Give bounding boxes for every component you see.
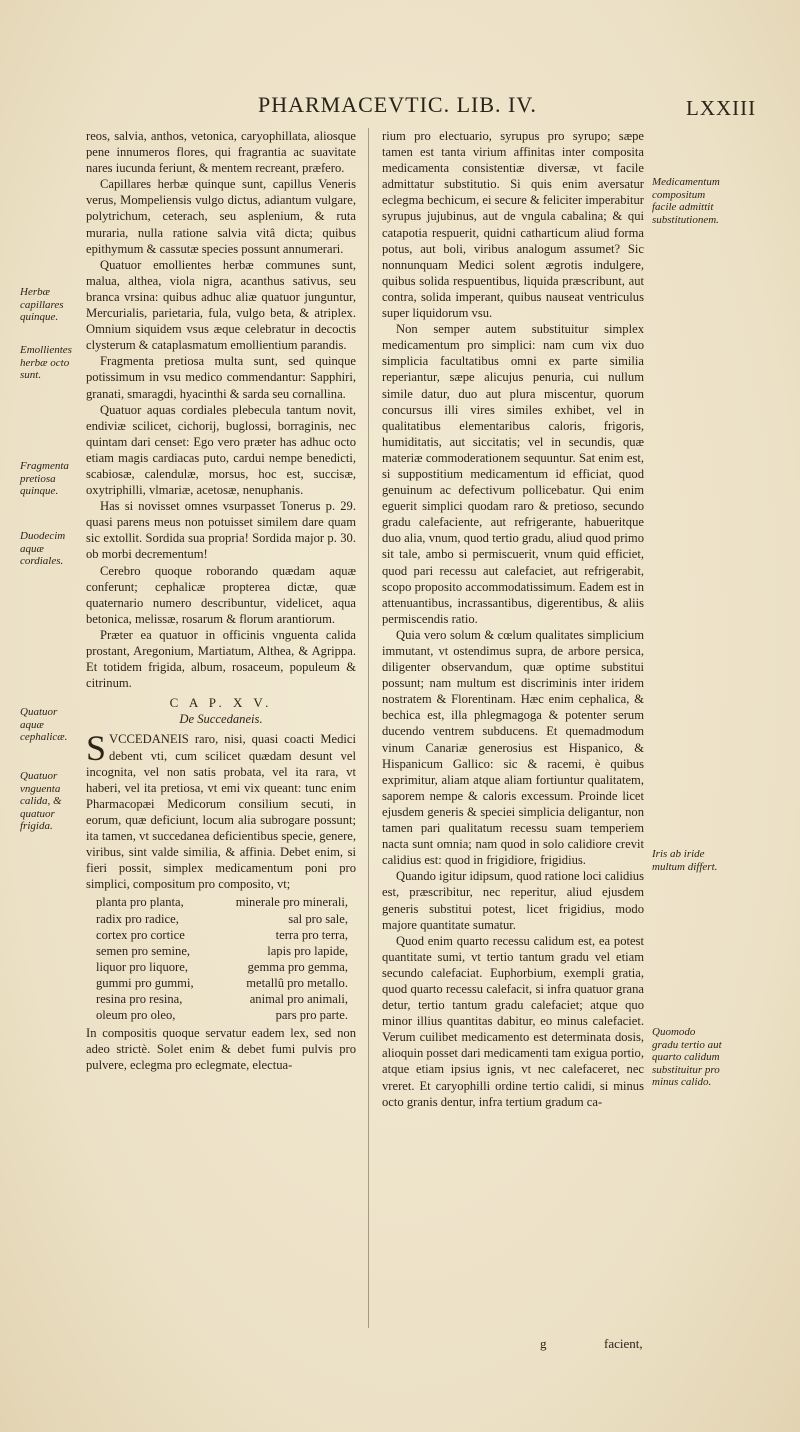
pair-row [96,959,356,975]
pair-right: pars pro parte. [275,1008,348,1023]
pair-row [96,927,356,943]
chapter-title: De Succedaneis. [179,712,263,727]
margin-note-aquae-cordiales: Duodecim aquæ cordiales. [20,530,66,568]
chapter-heading: C A P. X V. [169,695,273,711]
margin-note-capillares: Herbæ capillares quinque. [20,286,64,324]
pair-left: semen pro semine, [96,943,191,958]
pair-right: terra pro terra, [275,927,348,942]
left-column [86,128,356,1338]
paragraph: Fragmenta pretiosa multa sunt, sed quinque potissimum in vsu medico commendantur: Sapphiri, granati, smaragdi, hyacinthi & sarda seu cornallina. [86,354,356,401]
pair-row [96,1007,356,1023]
pair-right: minerale pro minerali, [235,895,348,910]
pair-row [96,943,356,959]
pair-right: gemma pro gemma, [247,959,348,974]
pair-row [96,911,356,927]
pair-row [96,975,356,991]
pair-row [96,991,356,1007]
pair-right: animal pro animali, [249,991,348,1006]
pair-left: cortex pro cortice [96,927,185,942]
pair-left: planta pro planta, [96,895,184,910]
pair-left: gummi pro gummi, [96,975,194,990]
paragraph: Quando igitur idipsum, quod ratione loci calidius est, præscribitur, nec reperitur, aliud ejusdem generis substitui potest, licet frigidius, modo majore quantitate sumatur. [382,869,644,932]
pair-right: sal pro sale, [288,911,348,926]
margin-note-vnguenta: Quatuor vnguenta calida, & quatuor frigida. [20,770,62,833]
paragraph: Has si novisset omnes vsurpasset Tonerus p. 29. quasi parens meus non potuisset similem dare quam sic extollit. Sordida sua propria! Sordida major p. 30. ob morbi decrementum! [86,499,356,562]
catchword: facient, [604,1336,643,1351]
paragraph: Quatuor aquas cordiales plebecula tantum novit, endiviæ scilicet, cichorij, buglossi, borraginis, nec quintam dari censet: Ego vero præter has adhuc octo etiam magis cardiacas puto, cardui nempe benedicti, scabiosæ, calendulæ, morsus, hoc est, succisæ, oxytriphilli, vlmariæ, acetosæ, nenuphanis. [86,402,356,498]
margin-note-substitutio: Medicamentum compositum facile admittit substitutionem. [652,176,720,226]
paragraph: Capillares herbæ quinque sunt, capillus Veneris verus, Mompeliensis vulgo dictus, adiantum vulgare, polytrichum, ceterach, seu asplenium, & ruta muraria, nulla ratione salvia vitâ dicta; quibus epithymum & cassutæ species possunt annumerari. [86,177,356,256]
folio-number: LXXIII [686,96,757,120]
paragraph: Quod enim quarto recessu calidum est, ea potest quantitate sumi, vt tertio tantum gradu vel etiam secundo calefaciat. Euphorbium, exempli gratia, quod quarto recessu calefacit, si infra quatuor grana detur, tertio tantum gradu calefaciet; atque quo minor illius quantitas dabitur, eo minus calefaciet. Verum cuilibet medicamento est determinata dosis, alioquin posset dari medicamenti tam exigua portio, atque etiam ipsius ignis, vt nec calefaceret, nec vreret. Et caryophilli ordine tertio calidi, si minus octo granis dentur, infra tertium gradum ca- [382,933,644,1109]
pair-left: resina pro resina, [96,991,183,1006]
paragraph: Non semper autem substituitur simplex medicamentum pro simplici: nam cum vix duo simplicia facultatibus omni ex parte similia reperiantur, sæpe alicujus penuria, cui nullum simile datur, duo aut plura miscentur, quorum concursus illi vires similes exhibet, vel in qualitatibus elementaribus caloris, frigoris, humiditatis, aut siccitatis; vel in secundis, quæ materiæ commoderationem sequuntur. Sat enim est, si suppostitium medicamentum id efficiat, quod genuinum ac defectivum pollicebatur. Qui enim eguerit simplici quodam raro & pretioso, secundo gradu calefaciente, aut refrigerante, habueritque duo alia, vnum, quod tertio gradu, aliud quod primo sit tale, ambo si permiscuerit, vnum quid efficiet, quod pari recessu aut calefaciet, aut refrigerabit, scopo proposito accommodatissimum. Eadem est in attenuantibus, incrassantibus, digerentibus, & aliis permiscendis ratio. [382,322,644,626]
paragraph-text: VCCEDANEIS raro, nisi, quasi coacti Medici debent vti, cum scilicet quædam desunt vel incognita, vel non satis probata, vel ita rara, vt haberi, vel ita pretiosa, vt emi vix queant: tunc enim Pharmacopæi Medicorum consilium secuti, in eorum, quæ deficiunt, locum alia subrogare possunt; ita tamen, vt succedanea deficientibus specie, genere, viribus, sint valde similia, & affinia. Debet enim, si fieri possit, simplex medicamentum poni pro simplici, compositum pro composito, vt; [86,732,356,892]
margin-note-iris: Iris ab iride multum differt. [652,848,718,873]
margin-note-fragmenta: Fragmenta pretiosa quinque. [20,460,69,498]
paragraph: Quia vero solum & cœlum qualitates simplicium immutant, vt ostendimus supra, de arbore persica, diligenter observandum, quæ optime substitui possunt; nam multum est discriminis inter iridem nostratem & Florentinam. Hæc enim cephalica, & bechica est, illa phlegmagoga & potenter serum ducendo ventrem subducens. Et quemadmodum vinum Canariæ generosius est Hispanico, & Hispanicum Gallico: sic & racemi, è quibus exprimitur, aliam atque aliam fortiuntur qualitatem, saporem nempe & caloris excessum. Proinde licet ejusdem generis & speciei simplicia deligantur, non tamen pari qualitatum recessu suam temperiem nacta sunt omnia; nam quod in solo calidiore crevit calidius est: quod in frigidiore, frigidius. [382,627,644,868]
margin-note-emollientes: Emollientes herbæ octo sunt. [20,344,72,382]
paragraph: In compositis quoque servatur eadem lex, sed non adeo strictè. Solet enim & debet fumi pulvis pro pulvere, eclegma pro eclegmate, electua- [86,1026,356,1073]
paragraph: Quatuor emollientes herbæ communes sunt, malua, althea, viola nigra, acanthus sativus, seu branca vrsina: quibus adhuc aliæ quatuor junguntur, Mercurialis, parietaria, fula, vulgo beta, & atriplex. Omnium siquidem vsus æque celebratur in decoctis clysterum & cataplasmatum emollientium parandis. [86,257,356,353]
page-header [0,92,800,126]
paragraph: Cerebro quoque roborando quædam aquæ conferunt; cephalicæ propterea dictæ, quæ quaternario numero describuntur, videlicet, aqua betonica, melissæ, rosarum & florum arantiorum. [86,563,356,626]
margin-note-quomodo: Quomodo gradu tertio aut quarto calidum substituitur pro minus calido. [652,1026,722,1089]
drop-capital: S [86,728,107,769]
substitution-pairs [96,894,356,1023]
pair-left: radix pro radice, [96,911,179,926]
margin-note-aquae-cephalicae: Quatuor aquæ cephalicæ. [20,706,68,744]
pair-row [96,894,356,910]
pair-left: oleum pro oleo, [96,1008,176,1023]
paragraph: reos, salvia, anthos, vetonica, caryophillata, aliosque pene innumeros flores, qui fragrantia ac suavitate nares iucunda feriunt, & mentem recreant, præfero. [86,129,356,176]
paragraph: rium pro electuario, syrupus pro syrupo; sæpe tamen est tanta virium affinitas inter composita medicamenta consistentiæ diversæ, vt facile admittatur substitutio. Si quis enim aversatur eclegma bechicum, ei secure & feliciter imperabitur syrupus jujubinus, aut de vngula cabalina; & qui catapotia respuerit, quidni catharticum aliud forma potus, aut boli, viribus analogum assumet? Sic nonnunquam Medici solent ægrotis indulgere, quibus solida respuentibus, liquida præscribunt, aut contra, solida imperant, quibus nauseat ventriculus super liquidorum vsu. [382,129,644,321]
chapter-paragraph [86,728,356,892]
pair-right: lapis pro lapide, [267,943,348,958]
signature-mark: g [540,1336,547,1351]
pair-right: metallû pro metallo. [246,975,348,990]
lower-margin [0,1360,800,1432]
column-divider [368,128,369,1328]
running-title: PHARMACEVTIC. LIB. IV. [258,92,537,117]
pair-left: liquor pro liquore, [96,959,188,974]
paragraph: Præter ea quatuor in officinis vnguenta calida prostant, Aregonium, Martiatum, Althea, & Agrippa. Et totidem frigida, album, rosaceum, populeum & citrinum. [86,627,356,691]
right-column [382,128,644,1338]
